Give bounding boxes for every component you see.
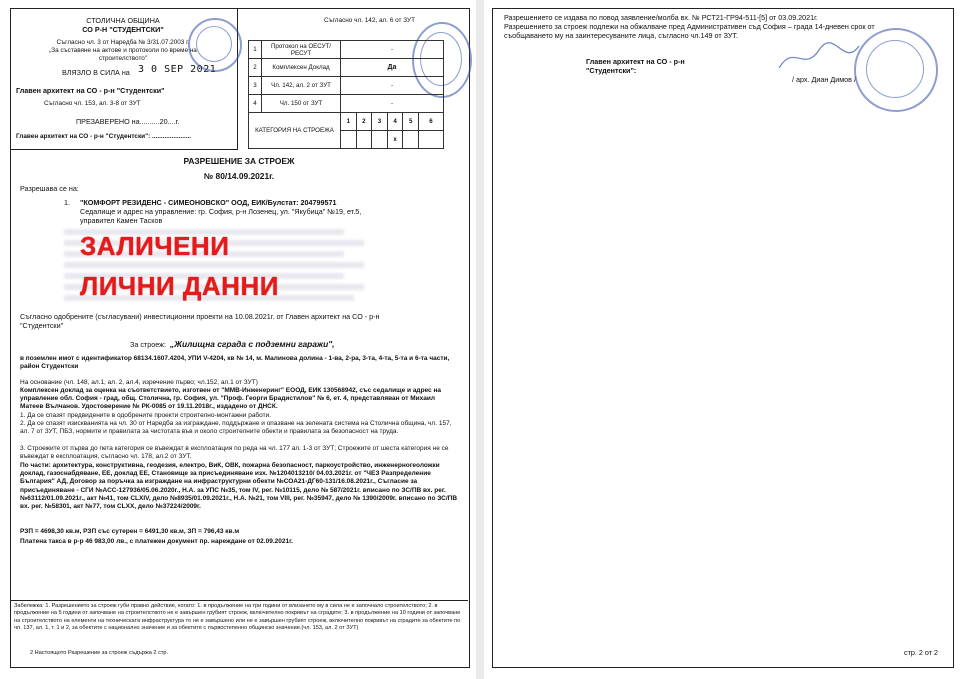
official-stamp-page-two-inner (866, 40, 924, 98)
category-label: КАТЕГОРИЯ НА СТРОЕЖА (249, 113, 341, 149)
official-stamp-left-inner (196, 26, 232, 62)
ordinance-line-2: „За съставяне на актове и протоколи по време на (49, 47, 197, 54)
notes-text: Забележка: 1. Разрешението за строеж губи правно действие, когато: 1. в продължение на три години от влизането му в сила не е започнало строителството; 2. в продължение на 5 години от започване на строителството не е завършен грубият строеж, включително покривът на сградите; 3. в продължение на 10 години от започване на строителството на елементи на техническата инфраструктура то не е завършено или не е завършен грубият строеж, включително покривът на сградите за обектите по чл. 137, ал. 1, т. 1 и 2, за обектите с национално значение и за обектите с първостепенно общинско значение.(чл. 153, ал. 2 от ЗУТ) (14, 603, 461, 632)
fee-paid: Платена такса в р-р 46 983,00 лв., с платежен документ пр. нареждане от 02.09.2021г. (20, 538, 293, 545)
document-title: РАЗРЕШЕНИЕ ЗА СТРОЕЖ (183, 156, 295, 166)
for-construction-label: За строеж: (130, 340, 166, 349)
handwritten-signature (774, 38, 864, 78)
reverified-line: ПРЕЗАВЕРЕНО на..........20....г. (76, 117, 180, 126)
checklist-label: Чл. 142, ал. 2 от ЗУТ (262, 77, 341, 95)
chief-architect-label-1: Главен архитект на СО - р-н (586, 57, 685, 66)
checklist-value: - (341, 95, 444, 113)
ordinance-line-1: Съгласно чл. 3 от Наредба № 3/31.07.2003 г. (56, 39, 190, 46)
chief-architect-label-2: "Студентски": (586, 66, 637, 75)
signature-name: / арх. Диан Димов / (792, 75, 856, 84)
category-cell (341, 131, 357, 149)
issued-line-1: Разрешението се издава по повод заявление/молба вх. № РСТ21-ГР94-511-[5] от 03.09.2021г. (504, 13, 818, 22)
category-6: 6 (419, 113, 444, 131)
construction-name: „Жилищна сграда с подземни гаражи", (170, 339, 335, 349)
notes-text-2: 2 Настоящото Разрешение за строеж съдържа 2 стр. (30, 650, 169, 656)
page-gutter (476, 0, 484, 679)
project-parts: По части: архитектура, конструктивна, геодезия, електро, ВиК, ОВК, пожарна безопасност, паркоустройство, инженерногеоложки доклад, газоснабдяване, ЕЕ, доклад ЕЕ, Становище за присъединяване изх. №1204013210/ 04.03.2021г. от "ЧЕЗ Разпределение България" АД, Договор за поръчка за изграждане на инфраструктурни обекти №СОА21-ДГ60-131/16.08.2021г., Съгласие за присъединяване - СГИ №АСС-127936/05.06.2020г., Н.А. за УПС №35, том IV, рег. №10115, дело № 587/2021г. вписано по ЗС/ПВ вх. рег. №63112/01.09.2021г., акт №41, том CLXIV, дело №8935/01.09.2021г., Н.А. №21, том VIII, рег. №35947, дело № 1390/2009г. вписано по ЗС/ПВ вх. рег. №58301, акт №77, том CLXX, дело №37224/2009г. (20, 462, 458, 511)
checklist-no: 1 (249, 41, 262, 59)
checklist-label: Комплексен Доклад (262, 59, 341, 77)
category-mark: х (387, 131, 403, 149)
redaction-overlay-line-1: ЗАЛИЧЕНИ (80, 231, 230, 261)
document-number: № 80/14.09.2021г. (203, 171, 275, 181)
chief-architect-line-2: Главен архитект на СО - р-н "Студентски": ...................... (16, 133, 192, 140)
checklist-value: - (341, 77, 444, 95)
category-1: 1 (341, 113, 357, 131)
page-two (484, 0, 960, 679)
art-153-line: Съгласно чл. 153, ал. 3-8 от ЗУТ (44, 100, 141, 107)
condition-item-3: 3. Строежите от първа до пета категория се въвеждат в експлоатация по реда на чл. 177 ал. 1-3 от ЗУТ; Строежите от шеста категория не се въвеждат в експлоатация, съгласно чл. 178, ал.2 от ЗУТ. (20, 445, 449, 461)
category-4: 4 (387, 113, 403, 131)
municipality: СТОЛИЧНА ОБЩИНА (86, 16, 160, 25)
category-3: 3 (372, 113, 388, 131)
condition-item-2: 2. Да се спазят изискванията на чл. 30 от Наредба за изграждане, поддържане и опазване на зелената система на Столична община, чл. 157, ал. 7 от ЗУТ, ПБЗ, нормите и правилата за чистотата във и около строителните обекти и правилата за безопасност на труда. (20, 420, 452, 436)
ordinance-line-3: строителството" (98, 55, 148, 62)
category-cell (372, 131, 388, 149)
art-142-line: Съгласно чл. 142, ал. 6 от ЗУТ (324, 17, 415, 24)
category-cell (356, 131, 372, 149)
in-force-date-stamp: 3 0 SEP 2021 (138, 64, 217, 75)
condition-item-1: 1. Да се спазят предвидените в одобрените проекти строително-монтажни работи. (20, 412, 272, 419)
category-cell (403, 131, 419, 149)
in-force-label: ВЛЯЗЛО В СИЛА на (62, 68, 130, 77)
page-one (0, 0, 476, 679)
property-description: в поземлен имот с идентификатор 68134.1607.4204, УПИ V-4204, кв № 14, м. Малинова долина - 1-ва, 2-ра, 3-та, 4-та, 5-та и 6-та части, район Студентски (20, 355, 450, 371)
party-name: "КОМФОРТ РЕЗИДЕНС - СИМЕОНОВСКО" ООД, ЕИК/Булстат: 204799571 (80, 198, 337, 207)
compliance-report: Комплексен доклад за оценка на съответствието, изготвен от "ММВ-Инженеринг" ЕООД, ЕИК 130568942, със седалище и адрес на управление обл. София - град, общ. Столична, гр. София, ул. "Проф. Георги Брадистилов" № 6, ет. 4, представляван от Михаил Матеев Вълчанов. Удостоверение № РК-0085 от 19.11.2018г., издадено от ДНСК. (20, 387, 442, 411)
checklist-label: Чл. 150 от ЗУТ (262, 95, 341, 113)
checklist-value: - (341, 41, 444, 59)
area-figures: РЗП = 4698,30 кв.м, РЗП със сутерен = 6491,30 кв.м, ЗП = 796,43 кв.м (20, 528, 240, 535)
issued-line-2: Разрешението за строеж подлежи на обжалване пред Административен съд София – града 14-дневен срок от (504, 22, 875, 31)
checklist-no: 4 (249, 95, 262, 113)
category-cell (419, 131, 444, 149)
category-2: 2 (356, 113, 372, 131)
approval-line-1: Съгласно одобрените (съгласувани) инвестиционни проекти на 10.08.2021г. от Главен архитект на СО - р-н (20, 312, 380, 321)
notes-divider (10, 600, 468, 601)
party-number: 1. (64, 198, 70, 207)
redaction-overlay-line-2: ЛИЧНИ ДАННИ (80, 271, 279, 301)
chief-architect-line-1: Главен архитект на СО - р-н "Студентски" (16, 86, 165, 95)
permitted-to-label: Разрешава се на: (20, 184, 79, 193)
checklist-no: 2 (249, 59, 262, 77)
district: СО Р-Н "СТУДЕНТСКИ" (82, 25, 164, 34)
checklist-table (248, 40, 444, 149)
checklist-label: Протокол на ОЕСУТ/РЕСУТ (262, 41, 341, 59)
legal-basis: На основание (чл. 148, ал.1, ал. 2, ал.4, изречение първо; чл.152, ал.1 от ЗУТ) (20, 379, 258, 386)
redacted-row (64, 262, 364, 268)
party-manager: управител Камен Тасков (80, 216, 163, 225)
approval-line-2: "Студентски" (20, 321, 64, 330)
checklist-value: Да (341, 59, 444, 77)
party-seat: Седалище и адрес на управление: гр. София, р-н Лозенец, ул. "Якубица" №19, ет.5, (80, 207, 362, 216)
issued-line-3: съобщаването му на заинтересуваните лица, съгласно чл.149 от ЗУТ. (504, 31, 739, 40)
page-number: стр. 2 от 2 (904, 648, 938, 657)
checklist-no: 3 (249, 77, 262, 95)
category-5: 5 (403, 113, 419, 131)
